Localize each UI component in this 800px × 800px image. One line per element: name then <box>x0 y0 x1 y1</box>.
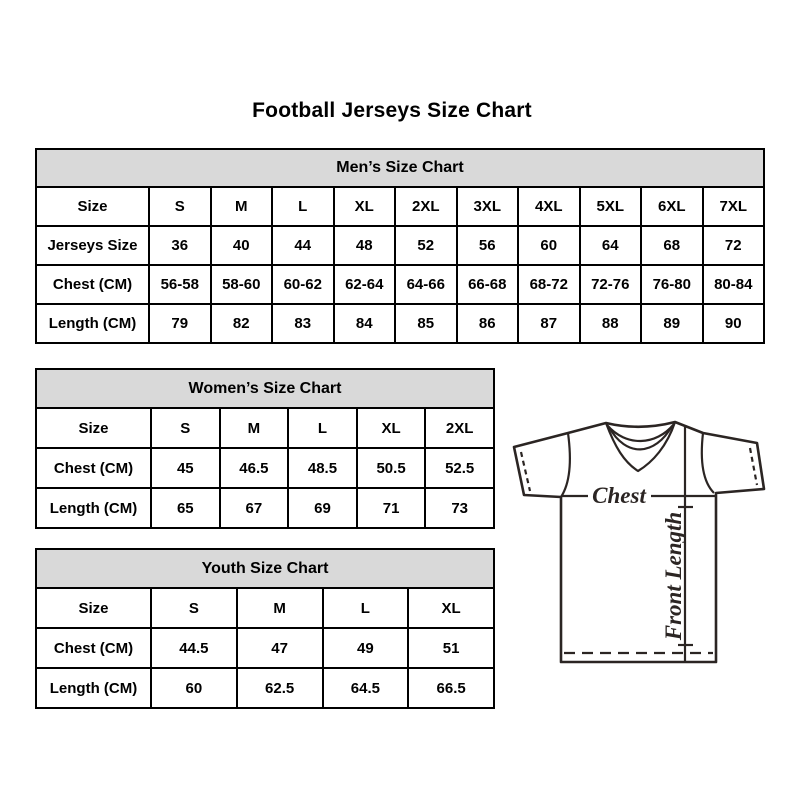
cell-value: 62.5 <box>237 668 323 708</box>
column-header: Size <box>36 408 151 448</box>
cell-value: 80-84 <box>703 265 765 304</box>
column-header: 2XL <box>395 187 457 226</box>
jersey-vneck-collar <box>606 422 675 471</box>
cell-value: 71 <box>357 488 426 528</box>
cell-value: 50.5 <box>357 448 426 488</box>
column-header: 5XL <box>580 187 642 226</box>
cell-value: 51 <box>408 628 494 668</box>
jersey-measurement-diagram <box>498 398 780 680</box>
cell-value: 47 <box>237 628 323 668</box>
header-row <box>36 408 494 448</box>
table-title: Men’s Size Chart <box>35 148 765 186</box>
row-label: Length (CM) <box>36 488 151 528</box>
cell-value: 44 <box>272 226 334 265</box>
table-row <box>36 448 494 488</box>
table-row <box>36 265 764 304</box>
row-label: Length (CM) <box>36 668 151 708</box>
cell-value: 90 <box>703 304 765 343</box>
column-header: Size <box>36 187 149 226</box>
header-row <box>36 187 764 226</box>
column-header: M <box>220 408 289 448</box>
column-header: XL <box>334 187 396 226</box>
cell-value: 83 <box>272 304 334 343</box>
cell-value: 89 <box>641 304 703 343</box>
cell-value: 44.5 <box>151 628 237 668</box>
column-header: S <box>151 588 237 628</box>
cell-value: 52 <box>395 226 457 265</box>
header-row <box>36 588 494 628</box>
cell-value: 72-76 <box>580 265 642 304</box>
table-row <box>36 488 494 528</box>
table-row <box>36 628 494 668</box>
mens-size-chart-table <box>35 148 765 344</box>
column-header: 6XL <box>641 187 703 226</box>
column-header: L <box>272 187 334 226</box>
table-row <box>36 304 764 343</box>
cell-value: 48 <box>334 226 396 265</box>
cell-value: 66-68 <box>457 265 519 304</box>
cell-value: 84 <box>334 304 396 343</box>
size-table-grid <box>35 587 495 709</box>
row-label: Chest (CM) <box>36 448 151 488</box>
table-row <box>36 668 494 708</box>
jersey-right-armhole-seam <box>702 433 714 493</box>
cell-value: 76-80 <box>641 265 703 304</box>
cell-value: 56-58 <box>149 265 211 304</box>
column-header: XL <box>408 588 494 628</box>
size-table-grid <box>35 407 495 529</box>
cell-value: 67 <box>220 488 289 528</box>
column-header: L <box>288 408 357 448</box>
column-header: 2XL <box>425 408 494 448</box>
cell-value: 60 <box>151 668 237 708</box>
column-header: Size <box>36 588 151 628</box>
column-header: XL <box>357 408 426 448</box>
cell-value: 46.5 <box>220 448 289 488</box>
cell-value: 79 <box>149 304 211 343</box>
cell-value: 64 <box>580 226 642 265</box>
table-row <box>36 226 764 265</box>
cell-value: 64-66 <box>395 265 457 304</box>
cell-value: 64.5 <box>323 668 409 708</box>
column-header: 4XL <box>518 187 580 226</box>
row-label: Chest (CM) <box>36 628 151 668</box>
cell-value: 69 <box>288 488 357 528</box>
chest-label: Chest <box>592 483 646 508</box>
cell-value: 49 <box>323 628 409 668</box>
cell-value: 58-60 <box>211 265 273 304</box>
jersey-left-armhole-seam <box>561 433 570 497</box>
cell-value: 62-64 <box>334 265 396 304</box>
page-title: Football Jerseys Size Chart <box>252 99 532 122</box>
column-header: S <box>149 187 211 226</box>
column-header: S <box>151 408 220 448</box>
cell-value: 68-72 <box>518 265 580 304</box>
cell-value: 45 <box>151 448 220 488</box>
cell-value: 65 <box>151 488 220 528</box>
column-header: 7XL <box>703 187 765 226</box>
column-header: 3XL <box>457 187 519 226</box>
cell-value: 66.5 <box>408 668 494 708</box>
column-header: M <box>237 588 323 628</box>
size-table-grid <box>35 186 765 344</box>
cell-value: 86 <box>457 304 519 343</box>
table-title: Youth Size Chart <box>35 548 495 587</box>
cell-value: 40 <box>211 226 273 265</box>
cell-value: 82 <box>211 304 273 343</box>
row-label: Jerseys Size <box>36 226 149 265</box>
right-cuff-dashed-seam <box>750 448 757 485</box>
cell-value: 52.5 <box>425 448 494 488</box>
row-label: Chest (CM) <box>36 265 149 304</box>
cell-value: 36 <box>149 226 211 265</box>
cell-value: 56 <box>457 226 519 265</box>
column-header: M <box>211 187 273 226</box>
cell-value: 72 <box>703 226 765 265</box>
cell-value: 68 <box>641 226 703 265</box>
womens-size-chart-table <box>35 368 495 529</box>
cell-value: 88 <box>580 304 642 343</box>
row-label: Length (CM) <box>36 304 149 343</box>
cell-value: 85 <box>395 304 457 343</box>
column-header: L <box>323 588 409 628</box>
cell-value: 60-62 <box>272 265 334 304</box>
cell-value: 60 <box>518 226 580 265</box>
youth-size-chart-table <box>35 548 495 709</box>
cell-value: 73 <box>425 488 494 528</box>
cell-value: 87 <box>518 304 580 343</box>
front-length-label: Front Length <box>661 511 686 641</box>
table-title: Women’s Size Chart <box>35 368 495 407</box>
jersey-outline <box>514 422 764 662</box>
cell-value: 48.5 <box>288 448 357 488</box>
